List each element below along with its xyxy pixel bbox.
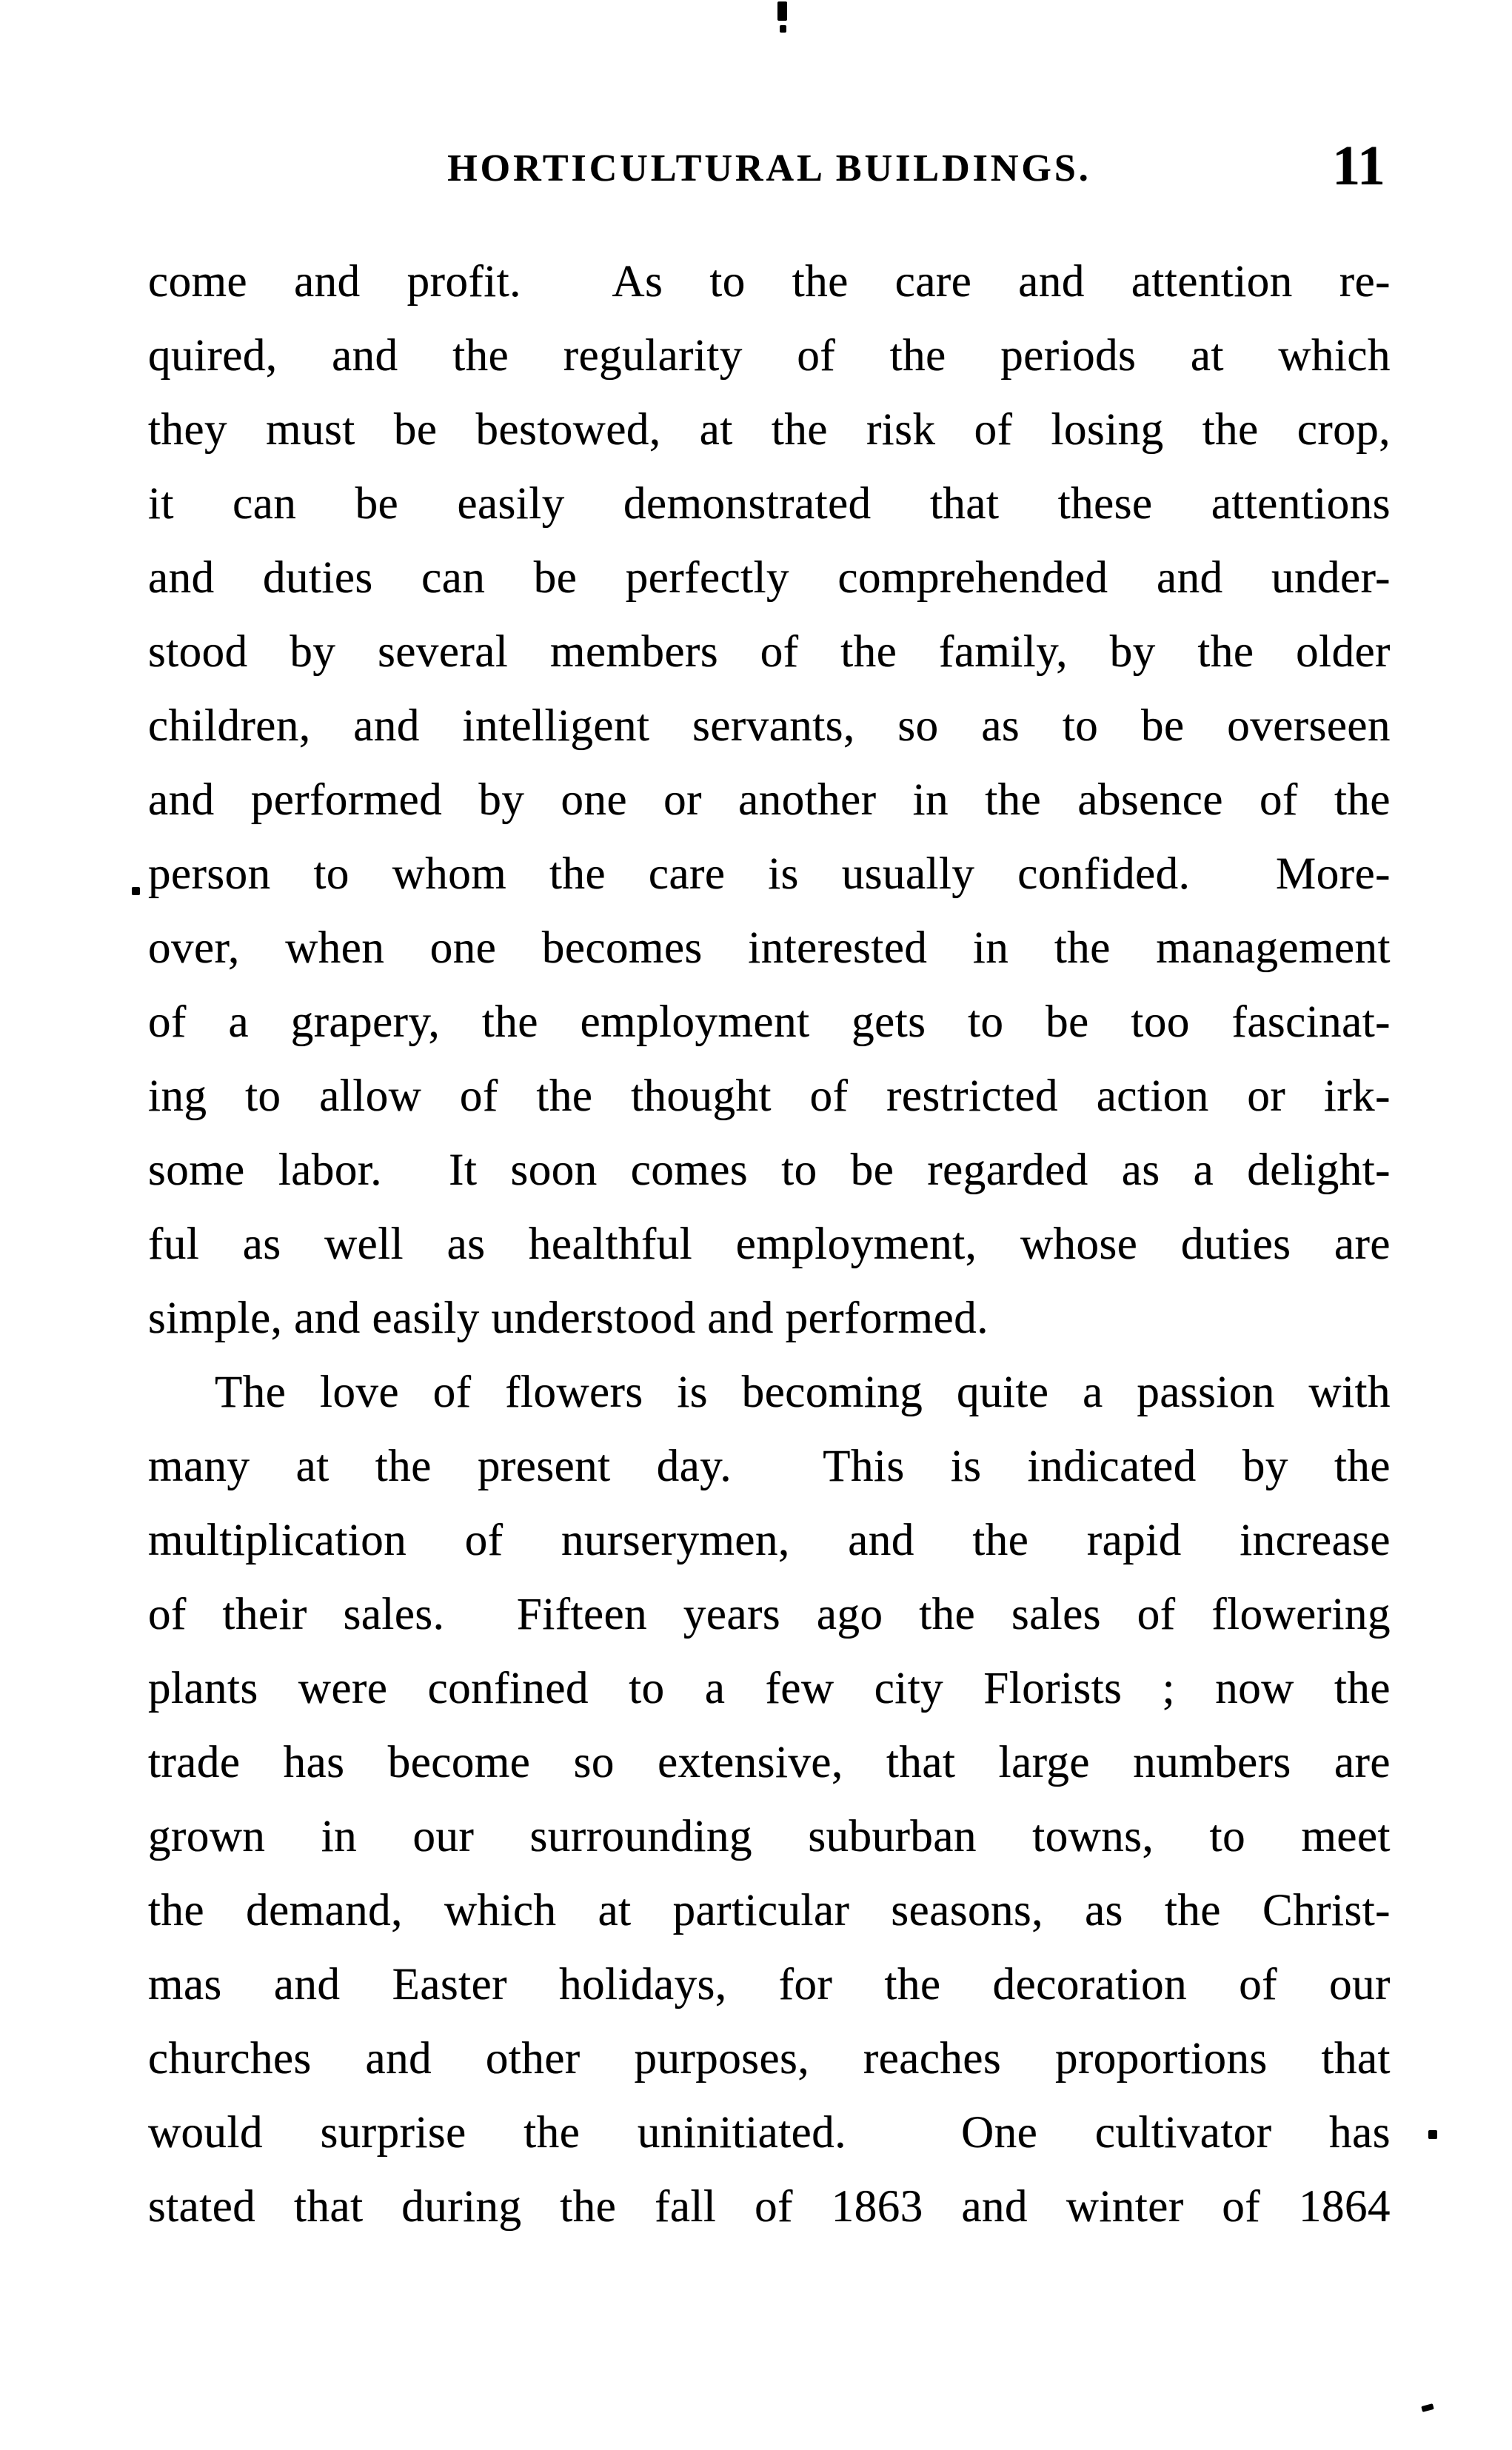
text-line: the demand, which at particular seasons, as the Christ-	[148, 1886, 1391, 1935]
text-line: person to whom the care is usually confided. More-	[148, 849, 1391, 899]
text-line: and performed by one or another in the absence of the	[148, 775, 1391, 825]
text-line: trade has become so extensive, that large numbers are	[148, 1738, 1391, 1787]
text-line: churches and other purposes, reaches proportions that	[148, 2034, 1391, 2083]
text-line: stated that during the fall of 1863 and winter of 1864	[148, 2182, 1391, 2232]
text-line: over, when one becomes interested in the management	[148, 923, 1391, 973]
text-line: some labor. It soon comes to be regarded as a delight-	[148, 1145, 1391, 1195]
text-line: it can be easily demonstrated that these attentions	[148, 479, 1391, 529]
text-line: plants were confined to a few city Florists ; now the	[148, 1664, 1391, 1713]
scan-speck	[1428, 2130, 1437, 2139]
text-line: they must be bestowed, at the risk of losing the crop,	[148, 405, 1391, 455]
text-line: of their sales. Fifteen years ago the sales of flowering	[148, 1590, 1391, 1639]
scan-speck	[1421, 2403, 1434, 2412]
text-line: of a grapery, the employment gets to be too fascinat-	[148, 997, 1391, 1047]
text-line: would surprise the uninitiated. One cultivator has	[148, 2108, 1391, 2158]
text-line: simple, and easily understood and performed.	[148, 1293, 989, 1343]
page-number: 11	[1332, 135, 1385, 197]
text-line: grown in our surrounding suburban towns, to meet	[148, 1812, 1391, 1861]
text-line: ing to allow of the thought of restricted action or irk-	[148, 1071, 1391, 1121]
text-line: stood by several members of the family, by the older	[148, 627, 1391, 677]
text-line: and duties can be perfectly comprehended and under-	[148, 553, 1391, 603]
text-line: come and profit. As to the care and attention re-	[148, 257, 1391, 307]
text-line: quired, and the regularity of the periods at which	[148, 331, 1391, 381]
scan-speck	[777, 1, 787, 21]
text-line: children, and intelligent servants, so as to be overseen	[148, 701, 1391, 751]
text-line: The love of flowers is becoming quite a passion with	[215, 1368, 1391, 1417]
page-header	[148, 147, 1391, 191]
text-line: mas and Easter holidays, for the decoration of our	[148, 1960, 1391, 2009]
scan-speck	[780, 25, 786, 33]
text-line: multiplication of nurserymen, and the rapid increase	[148, 1516, 1391, 1565]
page-header-title: HORTICULTURAL BUILDINGS.	[447, 147, 1091, 190]
body-text	[148, 245, 1391, 2244]
text-line: ful as well as healthful employment, whose duties are	[148, 1219, 1391, 1269]
scan-speck	[132, 887, 140, 895]
text-line: many at the present day. This is indicated by the	[148, 1442, 1391, 1491]
